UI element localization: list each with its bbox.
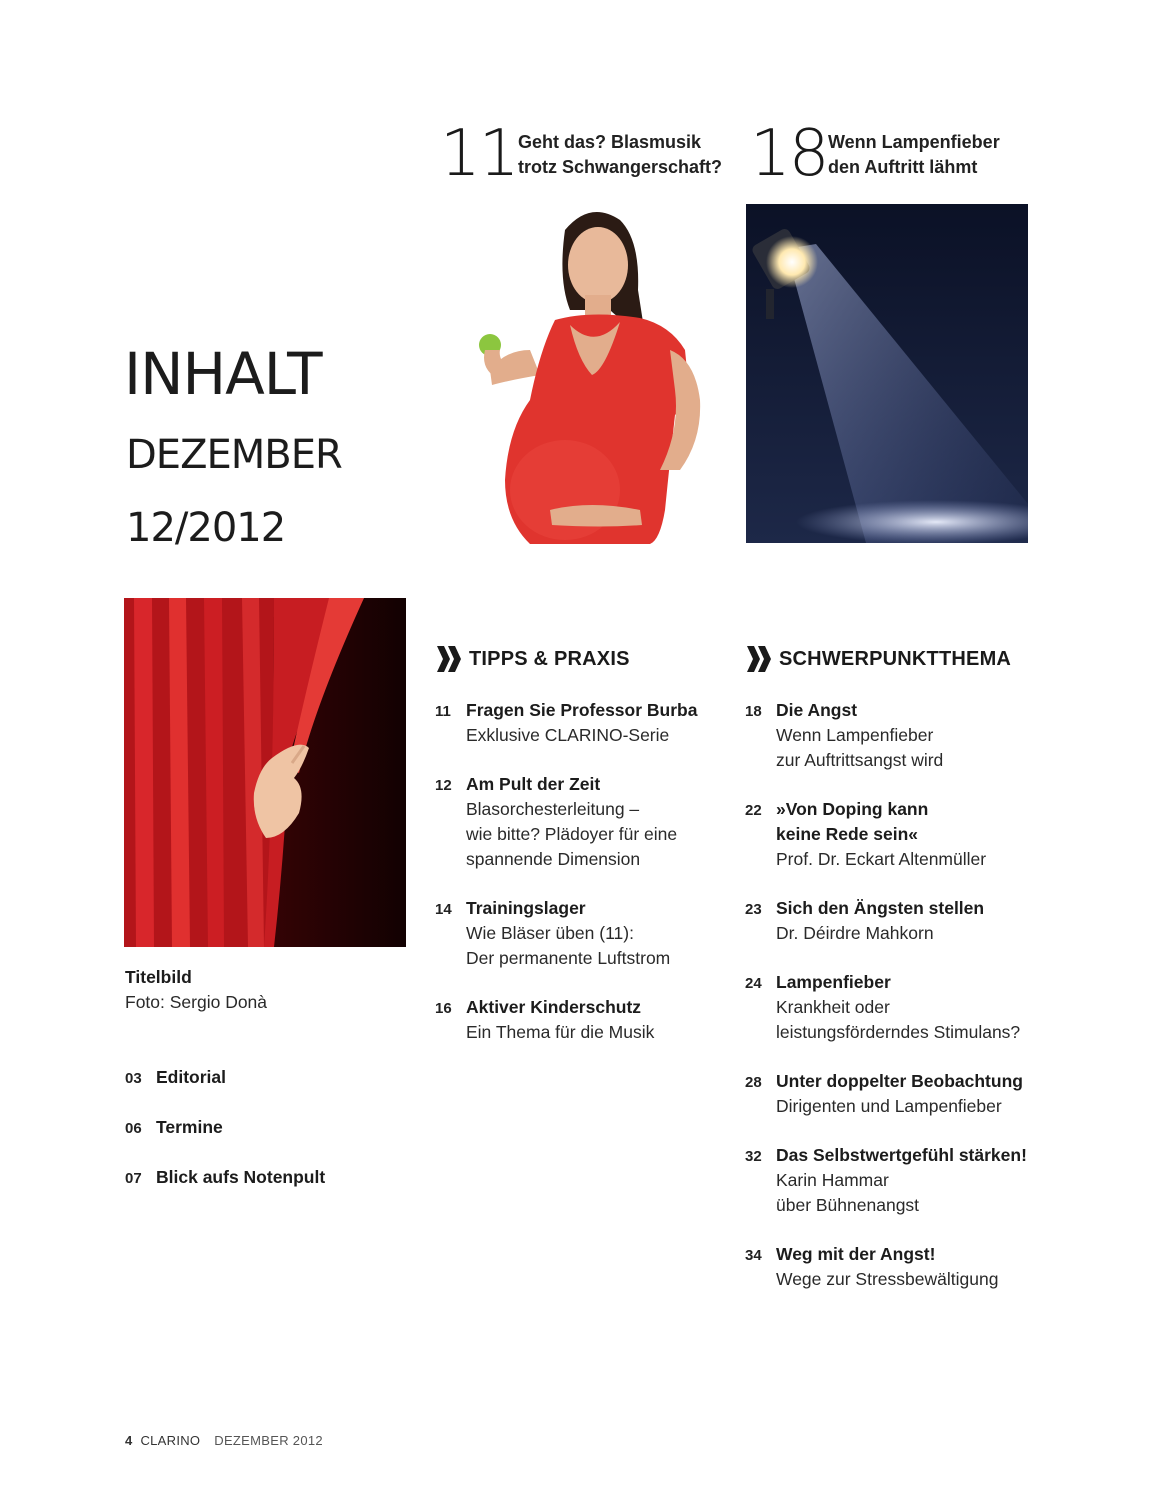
toc-title: keine Rede sein« [776,824,919,844]
toc-title: Lampenfieber [776,972,891,992]
toc-page-number: 28 [745,1074,762,1091]
feature-teaser-line: den Auftritt lähmt [828,157,978,177]
toc-subtitle: Dirigenten und Lampenfieber [776,1096,1002,1116]
feature-teaser-line: Geht das? Blasmusik [518,132,702,152]
footer-magazine: CLARINO [140,1433,201,1448]
page-footer [125,1433,323,1448]
cover-caption [125,965,267,1015]
toc-subtitle: Der permanente Luftstrom [466,948,671,968]
toc-page-number: 07 [125,1170,142,1187]
toc-title: Termine [156,1117,223,1137]
feature-number: 11 [440,117,518,191]
toc-subtitle: Prof. Dr. Eckart Altenmüller [776,849,987,869]
toc-title: Sich den Ängsten stellen [776,898,985,918]
section-heading-tipps [435,644,630,674]
toc-entry[interactable] [745,896,1045,946]
toc-title: Am Pult der Zeit [466,774,601,794]
toc-entry[interactable] [745,1242,1045,1292]
toc-entry[interactable] [125,1115,405,1141]
toc-entry[interactable] [435,995,725,1045]
left-toc [125,1065,405,1191]
toc-entry[interactable] [435,896,725,971]
toc-entry[interactable] [745,970,1045,1045]
toc-title: Das Selbstwertgefühl stärken! [776,1145,1027,1165]
cover-curtain-photo[interactable] [124,598,406,947]
footer-issue: DEZEMBER 2012 [214,1433,323,1448]
toc-entry[interactable] [435,698,725,748]
toc-title: Unter doppelter Beobachtung [776,1071,1023,1091]
toc-subtitle: Blasorchesterleitung – [466,799,640,819]
toc-subtitle: Krankheit oder [776,997,890,1017]
pregnant-woman-photo[interactable] [470,200,710,544]
toc-page-number: 32 [745,1148,762,1165]
toc-subtitle: Dr. Déirdre Mahkorn [776,923,934,943]
toc-page-number: 14 [435,901,452,918]
toc-subtitle: spannende Dimension [466,849,641,869]
toc-title: Trainingslager [466,898,586,918]
toc-entry[interactable] [745,1069,1045,1119]
toc-entry[interactable] [125,1065,405,1091]
toc-subtitle: leistungsförderndes Stimulans? [776,1022,1021,1042]
toc-entry[interactable] [125,1165,405,1191]
issue-month: DEZEMBER [126,432,342,478]
toc-title: Editorial [156,1067,227,1087]
toc-subtitle: zur Auftrittsangst wird [776,750,944,770]
schwerpunkt-toc [745,698,1045,1292]
toc-subtitle: Wie Bläser üben (11): [466,923,634,943]
toc-subtitle: Exklusive CLARINO-Serie [466,725,670,745]
toc-page-number: 24 [745,975,762,992]
cover-credit: Foto: Sergio Donà [125,992,268,1012]
toc-subtitle: Karin Hammar [776,1170,889,1190]
toc-page-number: 11 [435,703,451,720]
toc-subtitle: über Bühnenangst [776,1195,920,1215]
toc-page-number: 03 [125,1070,142,1087]
toc-page-number: 16 [435,1000,452,1017]
toc-title: Aktiver Kinderschutz [466,997,642,1017]
section-heading-label: SCHWERPUNKTTHEMA [779,647,1012,670]
toc-subtitle: wie bitte? Plädoyer für eine [466,824,678,844]
toc-entry[interactable] [745,797,1045,872]
toc-page-number: 18 [745,703,762,720]
feature-teaser-line: trotz Schwangerschaft? [518,157,723,177]
toc-page-number: 34 [745,1247,762,1264]
toc-title: Fragen Sie Professor Burba [466,700,698,720]
double-chevron-icon [435,644,465,674]
toc-page-number: 23 [745,901,762,918]
page-title: INHALT [124,340,322,408]
toc-title: Blick aufs Notenpult [156,1167,326,1187]
section-heading-label: TIPPS & PRAXIS [469,647,630,670]
toc-page-number: 22 [745,802,762,819]
cover-label: Titelbild [125,967,192,987]
feature-teaser[interactable] [828,130,1000,180]
toc-subtitle: Wenn Lampenfieber [776,725,934,745]
toc-page-number: 12 [435,777,452,794]
toc-entry[interactable] [745,698,1045,773]
feature-number: 18 [750,117,828,191]
toc-page-number: 06 [125,1120,142,1137]
toc-subtitle: Ein Thema für die Musik [466,1022,655,1042]
issue-number: 12/2012 [126,505,286,551]
toc-entry[interactable] [745,1143,1045,1218]
feature-teaser[interactable] [518,130,722,180]
toc-title: »Von Doping kann [776,799,929,819]
toc-entry[interactable] [435,772,725,872]
tipps-toc [435,698,725,1045]
toc-subtitle: Wege zur Stressbewältigung [776,1269,999,1289]
toc-title: Weg mit der Angst! [776,1244,936,1264]
double-chevron-icon [745,644,775,674]
toc-title: Die Angst [776,700,858,720]
footer-page-number: 4 [125,1433,133,1448]
feature-teaser-line: Wenn Lampenfieber [828,132,1000,152]
spotlight-photo[interactable] [746,204,1028,543]
section-heading-schwerpunkt [745,644,1011,674]
